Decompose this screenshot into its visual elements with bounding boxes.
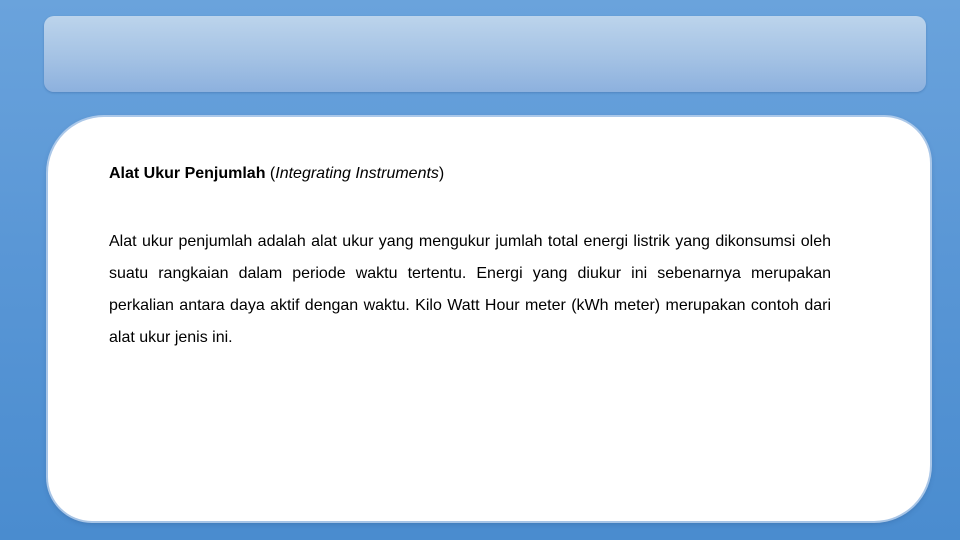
heading-italic-text: Integrating Instruments — [275, 165, 439, 182]
body-paragraph: Alat ukur penjumlah adalah alat ukur yang mengukur jumlah total energi listrik yang dikonsumsi oleh suatu rangkaian dalam periode waktu tertentu. Energi yang diukur ini sebenarnya merupakan perkalian antara daya aktif dengan waktu. Kilo Watt Hour meter (kWh meter) merupakan contoh dari alat ukur jenis ini. — [109, 233, 831, 346]
section-heading — [109, 164, 444, 184]
heading-paren-open: ( — [265, 165, 276, 182]
heading-bold-text: Alat Ukur Penjumlah — [109, 165, 266, 182]
heading-paren-close: ) — [438, 165, 445, 182]
slide-title-placeholder — [44, 16, 926, 92]
